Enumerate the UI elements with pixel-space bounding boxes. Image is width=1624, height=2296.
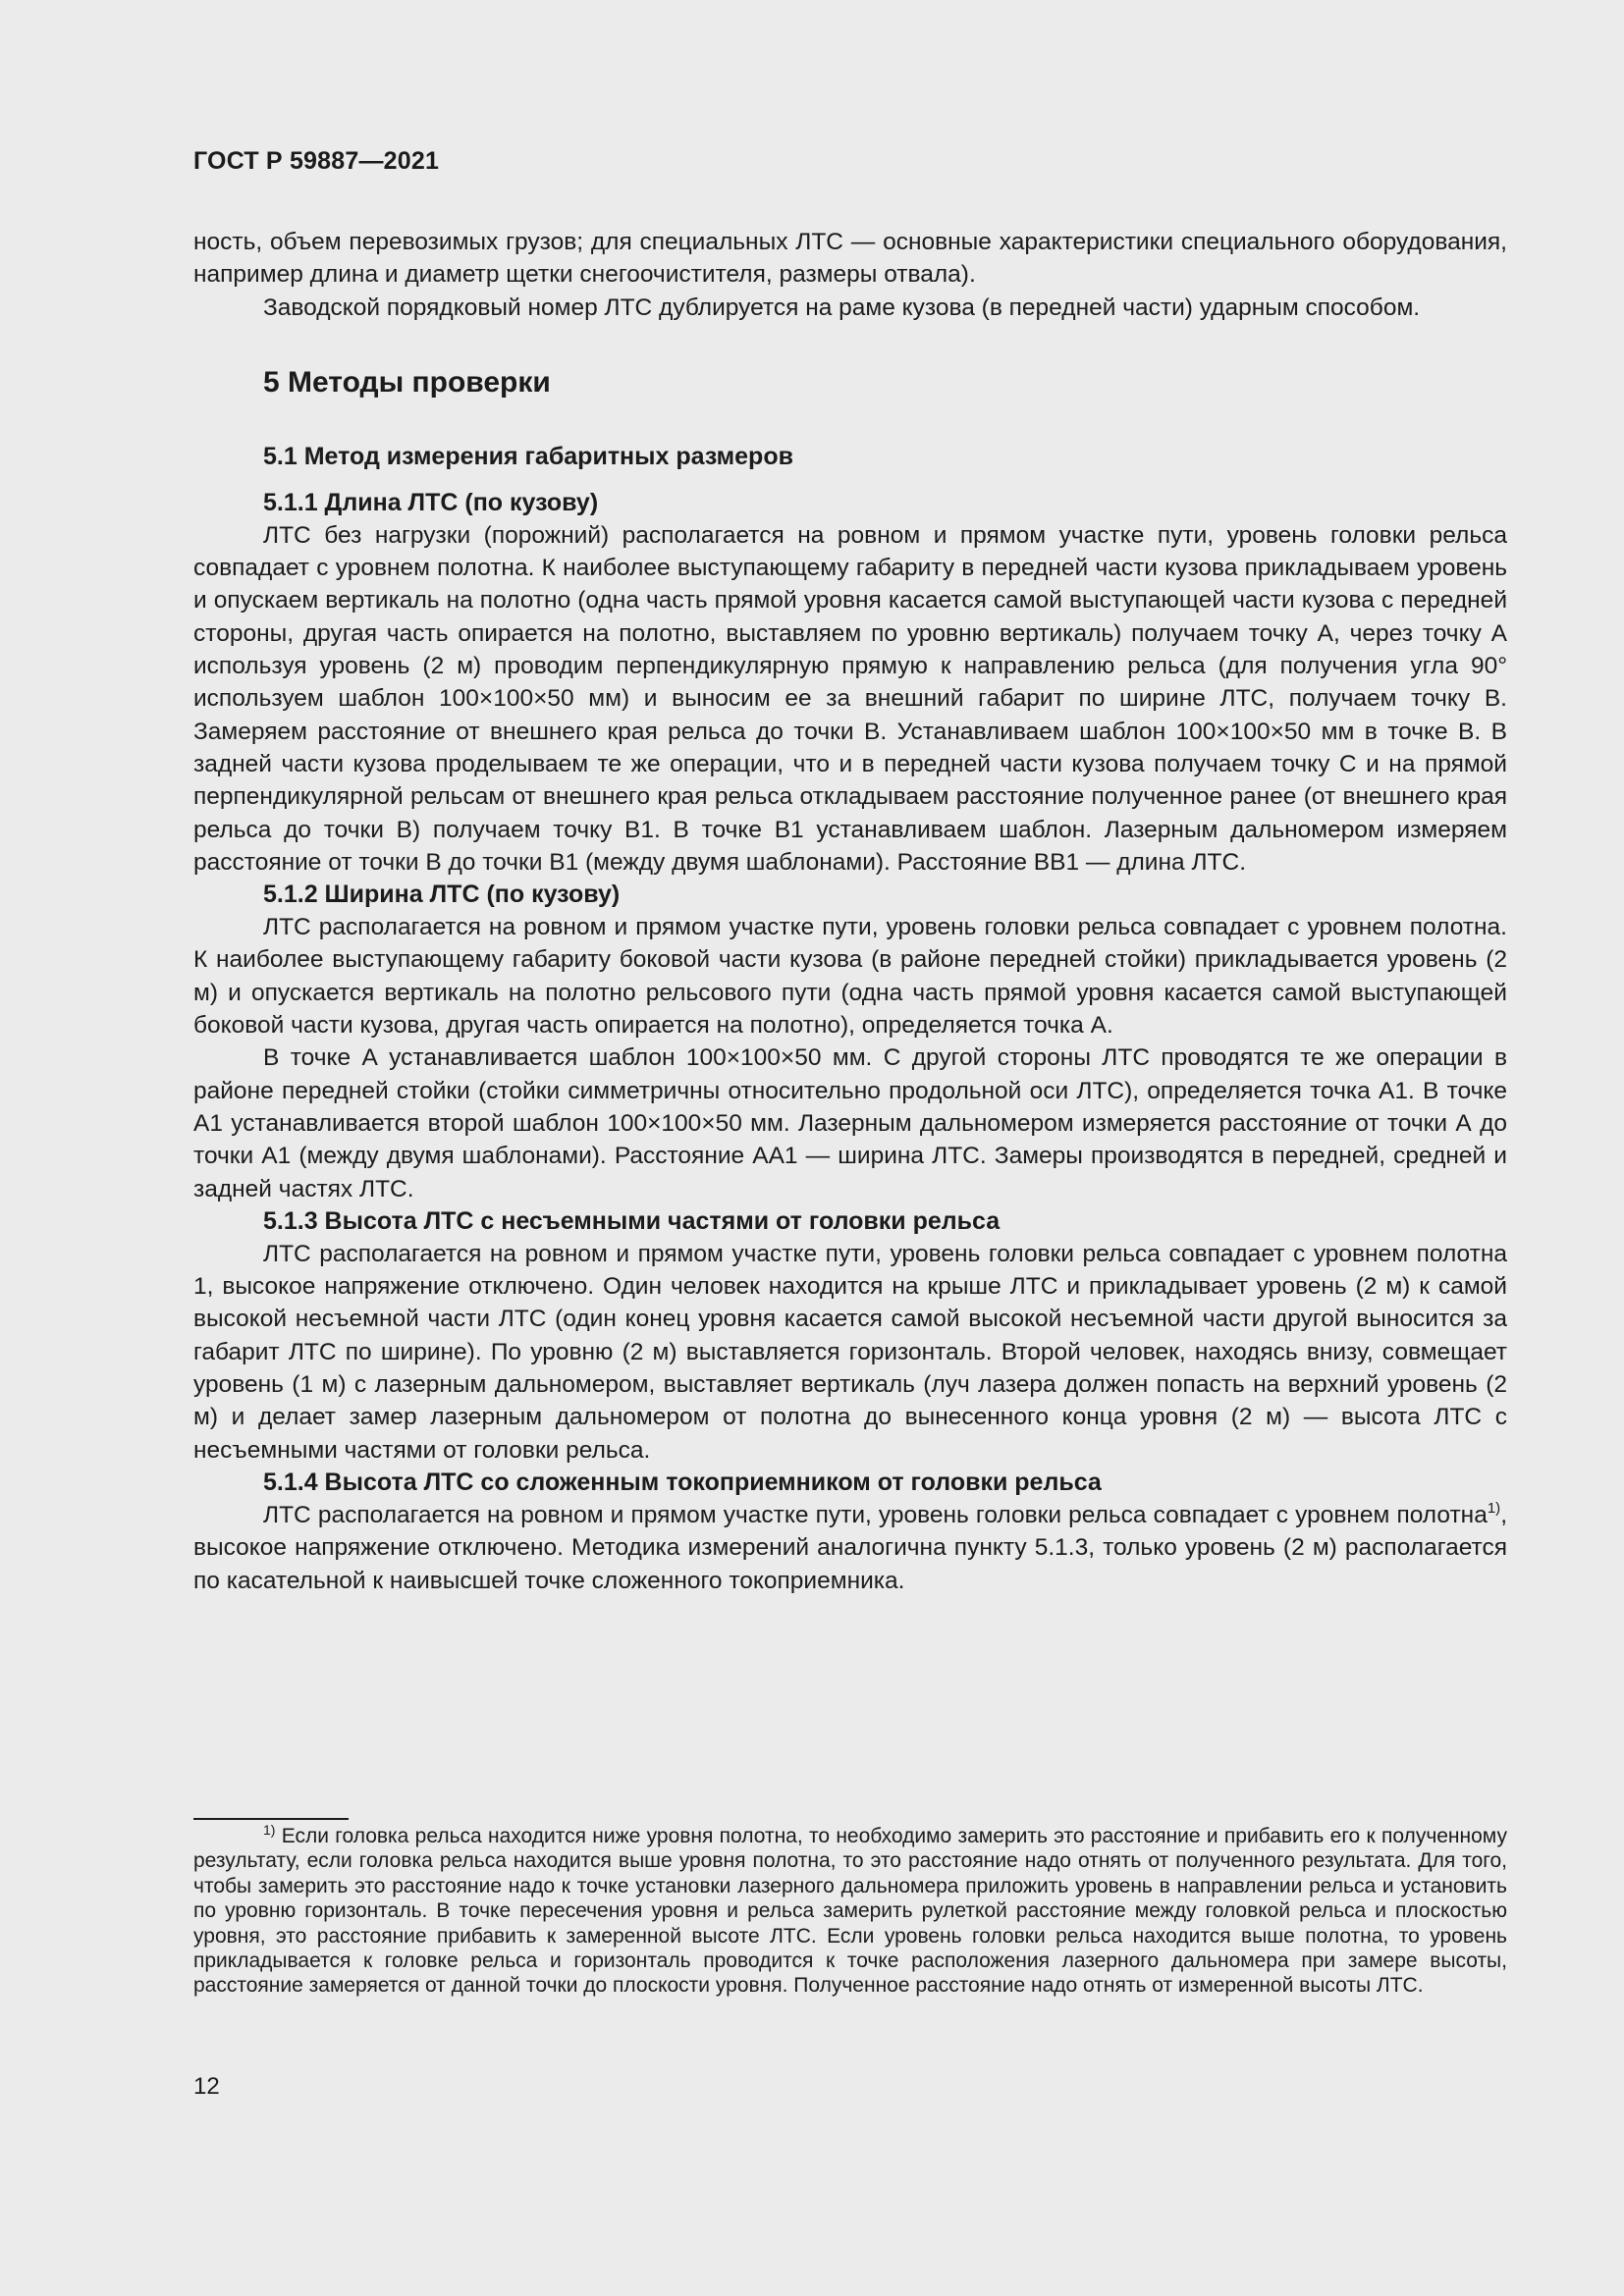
clause-5-1-3-paragraph: ЛТС располагается на ровном и прямом участке пути, уровень головки рельса совпадает с уровнем полотна 1, высокое напряжение отключено. Один человек находится на крыше ЛТС и прикладывает уровень (2 м) к самой высокой несъемной части ЛТС (один конец уровня касается самой высокой несъемной части другой выносится за габарит ЛТС по ширине). По уровню (2 м) выставляется горизонталь. Второй человек, находясь внизу, совмещает уровень (1 м) с лазерным дальномером, выставляет вертикаль (луч лазера должен попасть на верхний уровень (2 м) и делает замер лазерным дальномером от полотна до вынесенного конца уровня (2 м) — высота ЛТС с несъемными частями от головки рельса. [193, 1240, 1507, 1464]
clause-5-1-4-title: 5.1.4 Высота ЛТС со сложенным токоприемником от головки рельса [263, 1468, 1102, 1496]
clause-5-1-2-paragraph-2: В точке А устанавливается шаблон 100×100×50 мм. С другой стороны ЛТС проводятся те же операции в районе передней стойки (стойки симметричны относительно продольной оси ЛТС), определяется точка А1. В точке А1 устанавливается второй шаблон 100×100×50 мм. Лазерным дальномером измеряется расстояние от точки А до точки А1 (между двумя шаблонами). Расстояние АА1 — ширина ЛТС. Замеры производятся в передней, средней и задней частях ЛТС. [193, 1044, 1507, 1202]
subsection-5-1-title: 5.1 Метод измерения габаритных размеров [263, 442, 793, 470]
footnote-reference-marker[interactable]: 1) [1487, 1499, 1501, 1517]
intro-paragraph-continued: ность, объем перевозимых грузов; для специальных ЛТС — основные характеристики специального оборудования, например длина и диаметр щетки снегоочистителя, размеры отвала). [193, 229, 1507, 289]
clause-5-1-4-text-start: ЛТС располагается на ровном и прямом участке пути, уровень головки рельса совпадает с уровнем полотна [263, 1501, 1488, 1528]
page-number: 12 [193, 2073, 220, 2100]
section-5-title: 5 Методы проверки [263, 365, 551, 399]
clause-5-1-4-paragraph [193, 1499, 1507, 1597]
footnote-marker: 1) [263, 1822, 276, 1838]
clause-5-1-2-paragraph-1: ЛТС располагается на ровном и прямом участке пути, уровень головки рельса совпадает с уровнем полотна. К наиболее выступающему габариту боковой части кузова (в районе передней стойки) прикладывается уровень (2 м) и опускается вертикаль на полотно рельсового пути (одна часть прямой уровня касается самой выступающей боковой части кузова, другая часть опирается на полотно), определяется точка А. [193, 914, 1507, 1040]
main-content [193, 226, 1507, 1597]
footnote [193, 1824, 1507, 1999]
document-code-header: ГОСТ Р 59887—2021 [193, 147, 440, 175]
clause-5-1-4-text-end: , высокое напряжение отключено. Методика измерений аналогична пункту 5.1.3, только уровень (2 м) располагается по касательной к наивысшей точке сложенного токоприемника. [193, 1501, 1507, 1594]
clause-5-1-3-title: 5.1.3 Высота ЛТС с несъемными частями от головки рельса [263, 1206, 1001, 1235]
footnote-separator-line [193, 1818, 349, 1820]
footnote-text: Если головка рельса находится ниже уровня полотна, то необходимо замерить это расстояние и прибавить его к полученному результату, если головка рельса находится выше уровня полотна, то это расстояние надо отнять от полученного результата. Для того, чтобы замерить это расстояние надо к точке установки лазерного дальномера приложить уровень в направлении рельса и установить по уровню горизонталь. В точке пересечения уровня и рельса замерить рулеткой расстояние между головкой рельса и плоскостью уровня, это расстояние прибавить к замеренной высоте ЛТС. Если уровень головки рельса находится выше полотна, то уровень прикладывается к головке рельса и горизонталь проводится к точке расположения лазерного дальномера при замере высоты, расстояние замеряется от данной точки до плоскости уровня. Полученное расстояние надо отнять от измеренной высоты ЛТС. [193, 1825, 1507, 1998]
clause-5-1-1-paragraph: ЛТС без нагрузки (порожний) располагается на ровном и прямом участке пути, уровень головки рельса совпадает с уровнем полотна. К наиболее выступающему габариту в передней части кузова прикладываем уровень и опускаем вертикаль на полотно (одна часть прямой уровня касается самой выступающей части кузова с передней стороны, другая часть опирается на полотно, выставляем по уровню вертикаль) получаем точку А, через точку А используя уровень (2 м) проводим перпендикулярную прямую к направлению рельса (для получения угла 90° используем шаблон 100×100×50 мм) и выносим ее за внешний габарит по ширине ЛТС, получаем точку В. Замеряем расстояние от внешнего края рельса до точки В. Устанавливаем шаблон 100×100×50 мм в точке В. В задней части кузова проделываем те же операции, что и в передней части кузова получаем точку С и на прямой перпендикулярной рельсам от внешнего края рельса откладываем расстояние полученное ранее (от внешнего края рельса до точки В) получаем точку В1. В точке В1 устанавливаем шаблон. Лазерным дальномером измеряем расстояние от точки В до точки В1 (между двумя шаблонами). Расстояние ВВ1 — длина ЛТС. [193, 521, 1507, 876]
clause-5-1-2-title: 5.1.2 Ширина ЛТС (по кузову) [263, 881, 621, 909]
intro-paragraph-serial-number: Заводской порядковый номер ЛТС дублируется на раме кузова (в передней части) ударным способом. [263, 294, 1421, 321]
clause-5-1-1-title: 5.1.1 Длина ЛТС (по кузову) [263, 488, 599, 516]
